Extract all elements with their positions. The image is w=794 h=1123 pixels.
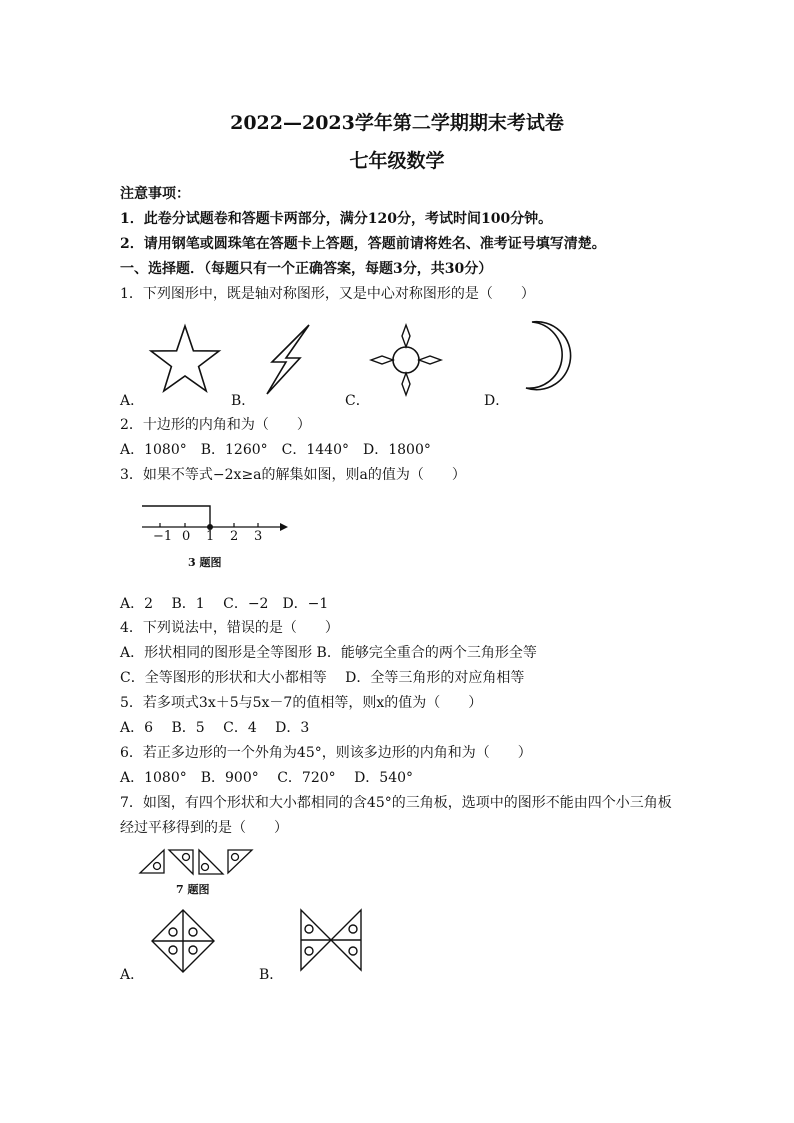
question-3-stem: 3．如果不等式−2x≥a的解集如图，则a的值为（ ） [120,467,466,483]
triangle-boards-figure [138,847,256,877]
q1-option-d-label: D． [484,393,510,409]
tick-label: 0 [182,529,191,544]
question-4-stem: 4．下列说法中，错误的是（ ） [120,620,339,636]
note-item: 1．此卷分试题卷和答题卡两部分，满分120分，考试时间100分钟。 [120,211,553,227]
notes-heading: 注意事项： [120,186,190,202]
question-7-stem-line2: 经过平移得到的是（ ） [120,820,288,836]
star-figure [145,323,225,395]
q7-option-a-label: A． [120,967,145,983]
question-2-stem: 2．十边形的内角和为（ ） [120,417,311,433]
sun-diamond-figure [368,322,444,398]
tick-label: −1 [153,529,173,544]
question-4-options-line2: C．全等图形的形状和大小都相等 D．全等三角形的对应角相等 [120,670,525,686]
question-7-stem-line1: 7．如图，有四个形状和大小都相同的含45°的三角板，选项中的图形不能由四个小三角板 [120,795,672,811]
question-6-stem: 6．若正多边形的一个外角为45°，则该多边形的内角和为（ ） [120,745,532,761]
tick-label: 2 [230,529,239,544]
question-1-stem: 1．下列图形中，既是轴对称图形，又是中心对称图形的是（ ） [120,286,535,302]
tick-label: 3 [254,529,263,544]
q1-option-a-label: A． [120,393,145,409]
crescent-moon-figure [510,318,580,396]
question-5-stem: 5．若多项式3x＋5与5x－7的值相等，则x的值为（ ） [120,695,483,711]
option-b-bowtie-figure [298,907,364,973]
q1-option-b-label: B． [231,393,256,409]
option-a-diamond-figure [150,908,216,974]
section-heading: 一、选择题．（每题只有一个正确答案，每题3分，共30分） [120,261,493,277]
q7-figure-caption: 7 题图 [176,883,210,896]
q3-figure-caption: 3 题图 [188,556,222,569]
number-line-figure [138,500,288,530]
tick-label: 1 [206,529,215,544]
question-4-options-line1: A．形状相同的图形是全等图形 B．能够完全重合的两个三角形全等 [120,645,537,661]
exam-subtitle: 七年级数学 [349,150,445,172]
note-item: 2．请用钢笔或圆珠笔在答题卡上答题，答题前请将姓名、准考证号填写清楚。 [120,236,606,252]
lightning-figure [264,322,314,397]
exam-title: 2022—2023学年第二学期期末考试卷 [230,112,564,134]
q1-option-c-label: C． [345,393,370,409]
question-3-options: A．2 B．1 C．−2 D．−1 [120,596,329,612]
question-5-options: A．6 B．5 C．4 D．3 [120,720,310,736]
question-6-options: A．1080° B．900° C．720° D．540° [120,770,414,786]
question-2-options: A．1080° B．1260° C．1440° D．1800° [120,442,431,458]
q7-option-b-label: B． [259,967,284,983]
